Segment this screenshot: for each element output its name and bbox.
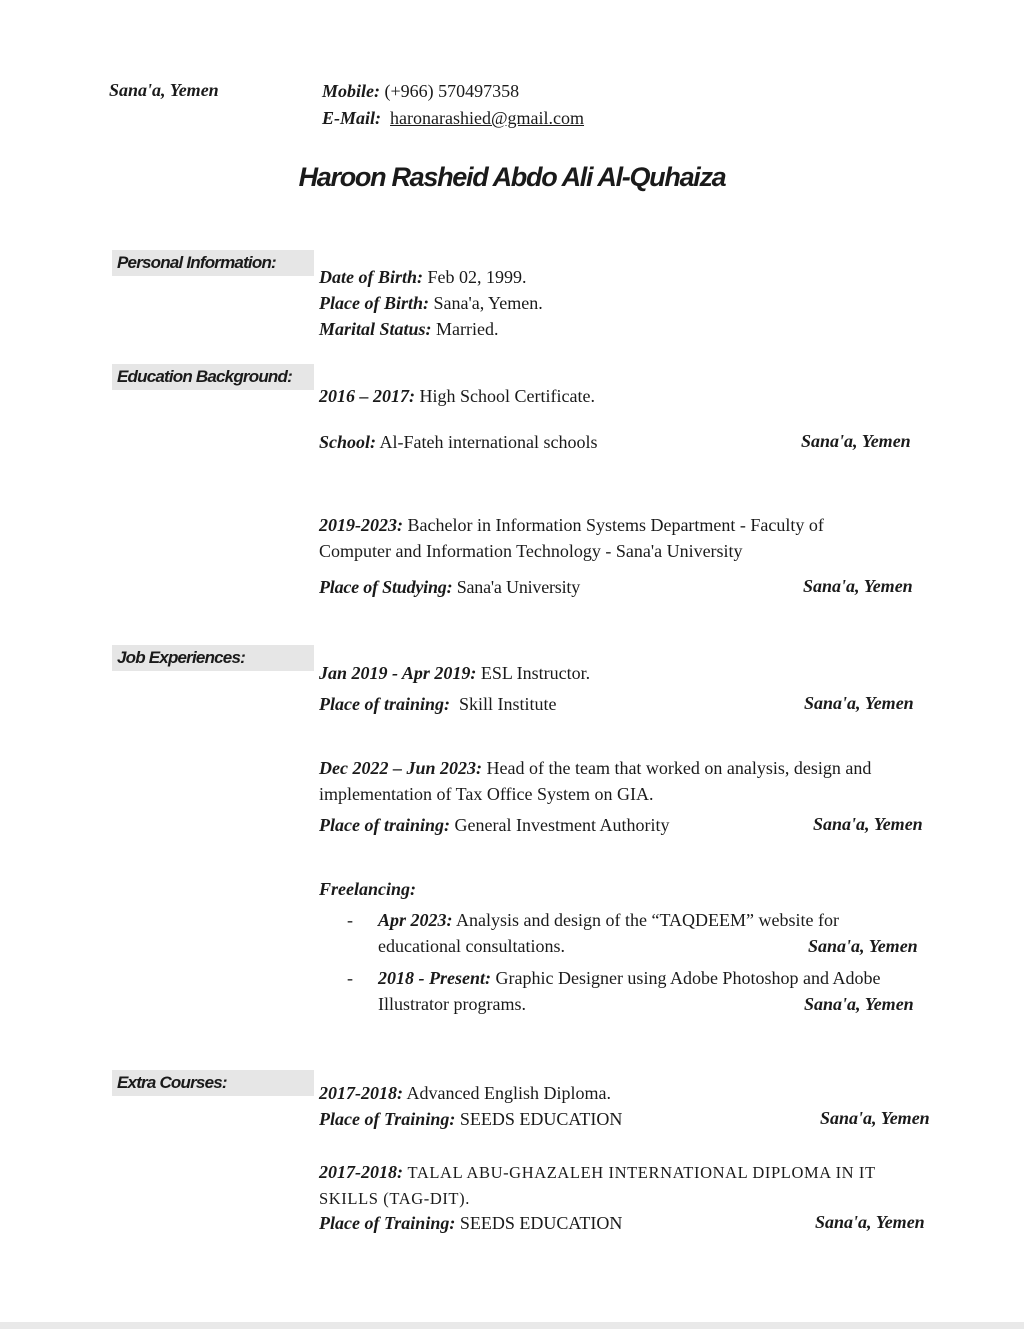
mobile-line [322, 78, 519, 104]
education-desc: High School Certificate. [419, 386, 595, 406]
course-place-2 [319, 1210, 622, 1236]
place-label: Place of Training: [319, 1213, 456, 1233]
job-date: Dec 2022 – Jun 2023: [319, 758, 482, 778]
education-desc-line2: Computer and Information Technology - Sana'a University [319, 541, 743, 561]
personal-info [319, 264, 543, 342]
job-item-2 [319, 755, 871, 807]
course-line2: SKILLS (TAG-DIT). [319, 1189, 470, 1208]
freelance-line1 [378, 965, 880, 991]
education-date: 2016 – 2017: [319, 386, 415, 406]
course-place-1 [319, 1106, 622, 1132]
freelance-date: 2018 - Present: [378, 968, 491, 988]
education-location-1: Sana'a, Yemen [801, 431, 911, 451]
place-value: General Investment Authority [454, 815, 670, 835]
freelance-line1 [378, 907, 839, 933]
course-item-1 [319, 1080, 611, 1106]
place-label: Place of Studying: [319, 577, 453, 597]
job-item-1 [319, 660, 590, 686]
bullet-marker: - [347, 910, 353, 930]
dob-label: Date of Birth: [319, 267, 424, 287]
bullet-marker: - [347, 968, 353, 988]
place-value: SEEDS EDUCATION [459, 1109, 623, 1129]
mobile-value: (+966) 570497358 [384, 81, 520, 101]
page-title: Haroon Rasheid Abdo Ali Al-Quhaiza [298, 162, 726, 192]
course-desc: TALAL ABU-GHAZALEH INTERNATIONAL DIPLOMA IN IT [407, 1163, 876, 1182]
job-desc-line2: implementation of Tax Office System on GIA. [319, 784, 654, 804]
email-label: E-Mail: [322, 108, 382, 128]
section-courses-heading: Extra Courses: [112, 1070, 314, 1096]
freelance-location-1: Sana'a, Yemen [808, 936, 918, 956]
course-date: 2017-2018: [319, 1083, 403, 1103]
marital-label: Marital Status: [319, 319, 432, 339]
freelance-item-1 [378, 907, 839, 959]
section-personal-heading: Personal Information: [112, 250, 314, 276]
place-label: Place of training: [319, 694, 450, 714]
job-place-2 [319, 812, 669, 838]
section-education-heading: Education Background: [112, 364, 314, 390]
marital-row [319, 316, 543, 342]
course-location-1: Sana'a, Yemen [820, 1108, 930, 1128]
education-desc: Bachelor in Information Systems Department - Faculty of [407, 515, 824, 535]
job-desc: Head of the team that worked on analysis, design and [486, 758, 872, 778]
job-location-1: Sana'a, Yemen [804, 693, 914, 713]
education-location-2: Sana'a, Yemen [803, 576, 913, 596]
section-jobs-heading: Job Experiences: [112, 645, 314, 671]
education-place-1 [319, 429, 597, 455]
place-value: Al-Fateh international schools [379, 432, 598, 452]
place-value: Sana'a University [456, 577, 581, 597]
course-location-2: Sana'a, Yemen [815, 1212, 925, 1232]
header-location: Sana'a, Yemen [109, 80, 219, 100]
freelance-date: Apr 2023: [378, 910, 453, 930]
mobile-label: Mobile: [322, 81, 380, 101]
job-desc: ESL Instructor. [480, 663, 591, 683]
dob-value: Feb 02, 1999. [427, 267, 527, 287]
education-item-1 [319, 383, 595, 409]
course-line1 [319, 1159, 876, 1186]
freelance-line2: Illustrator programs. [378, 994, 526, 1014]
education-place-2 [319, 574, 580, 600]
education-desc-line1 [319, 512, 824, 538]
email-link[interactable]: haronarashied@gmail.com [390, 108, 585, 128]
marital-value: Married. [436, 319, 499, 339]
job-location-2: Sana'a, Yemen [813, 814, 923, 834]
freelance-line2: educational consultations. [378, 936, 565, 956]
job-desc-line1 [319, 755, 871, 781]
page-bottom-edge [0, 1322, 1024, 1329]
place-label: Place of Training: [319, 1109, 456, 1129]
course-desc: Advanced English Diploma. [406, 1083, 611, 1103]
place-label: Place of training: [319, 815, 450, 835]
place-label: School: [319, 432, 377, 452]
course-item-2 [319, 1159, 876, 1212]
freelance-location-2: Sana'a, Yemen [804, 994, 914, 1014]
pob-label: Place of Birth: [319, 293, 429, 313]
pob-row [319, 290, 543, 316]
email-line [322, 105, 584, 131]
place-value: SEEDS EDUCATION [459, 1213, 623, 1233]
education-item-2 [319, 512, 824, 564]
place-value: Skill Institute [459, 694, 557, 714]
course-date: 2017-2018: [319, 1162, 403, 1182]
freelance-desc: Graphic Designer using Adobe Photoshop and Adobe [495, 968, 881, 988]
freelance-desc: Analysis and design of the “TAQDEEM” website for [456, 910, 839, 930]
job-date: Jan 2019 - Apr 2019: [319, 663, 477, 683]
job-place-1 [319, 691, 557, 717]
dob-row [319, 264, 543, 290]
education-date: 2019-2023: [319, 515, 403, 535]
freelancing-heading: Freelancing: [319, 879, 416, 899]
pob-value: Sana'a, Yemen. [433, 293, 543, 313]
